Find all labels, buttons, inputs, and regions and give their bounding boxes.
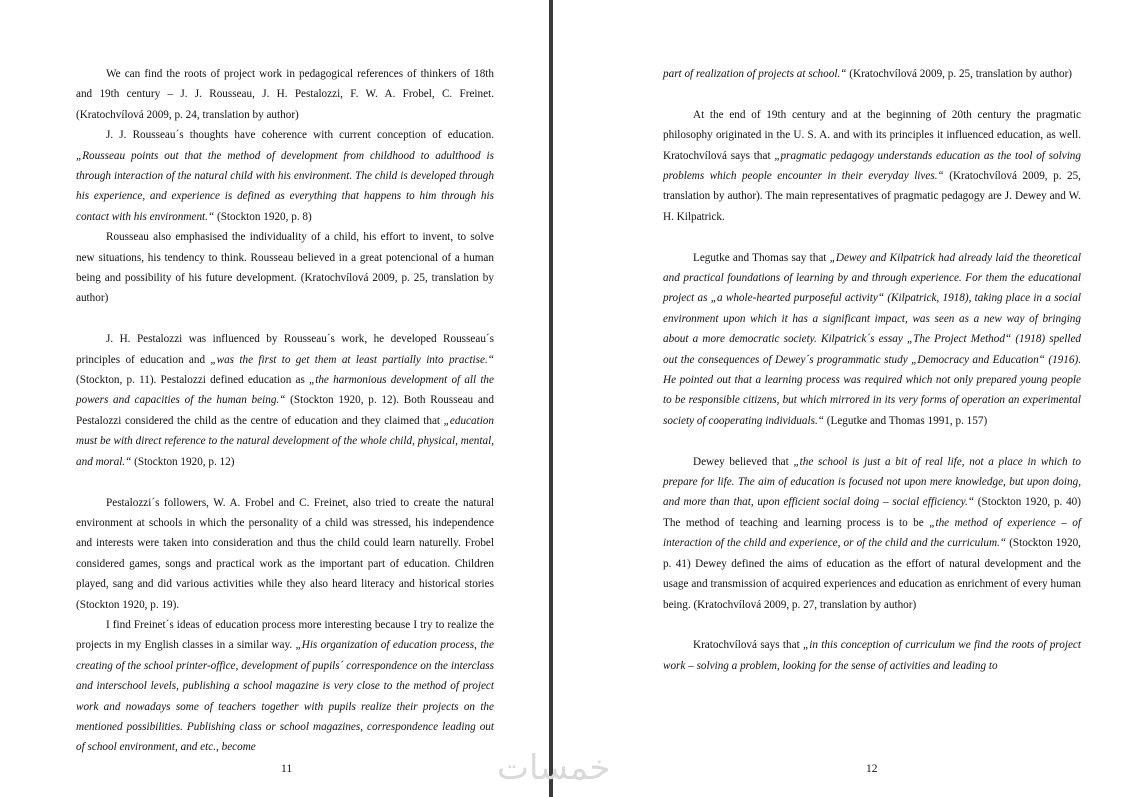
paragraph-text: (Stockton, p. 11). Pestalozzi defined education as bbox=[76, 374, 309, 387]
paragraph-continuation bbox=[663, 64, 1081, 84]
paragraph-text: Dewey believed that bbox=[693, 455, 794, 468]
paragraph-gap bbox=[663, 84, 1081, 104]
quote-text: „in this conception of curriculum we find the roots of project work – solving a problem, looking for the sense of activities and leading to bbox=[663, 639, 1081, 672]
paragraph-pragmatic bbox=[663, 105, 1081, 227]
paragraph-text: At the end of 19th century and at the beginning of 20th century the pragmatic philosophy originated in the U. S. A. and with its principles it influenced education, as well. Kratochvílová says that bbox=[663, 108, 1081, 162]
paragraph-gap bbox=[663, 615, 1081, 635]
left-page-text bbox=[76, 64, 494, 758]
paragraph-roots bbox=[76, 64, 494, 125]
right-page-text bbox=[663, 64, 1081, 676]
page-right bbox=[553, 0, 1132, 797]
page-number: 12 bbox=[866, 763, 878, 775]
paragraph-text: J. J. Rousseau´s thoughts have coherence with current conception of education. bbox=[106, 129, 494, 142]
paragraph-pestalozzi bbox=[76, 329, 494, 472]
paragraph-text: J. H. Pestalozzi was influenced by Rousseau´s work, he developed Rousseau´s principles of education and bbox=[76, 333, 494, 366]
paragraph-text: (Stockton 1920, p. 40) The method of teaching and learning process is to be bbox=[663, 496, 1081, 529]
paragraph-dewey bbox=[663, 452, 1081, 615]
paragraph-text: Rousseau also emphasised the individuality of a child, his effort to invent, to solve new situations, his tendency to think. Rousseau believed in a great potencional of a human being and possibility of his future development. (Kratochvílová 2009, p. 25, translation by author) bbox=[76, 231, 494, 305]
page-left bbox=[0, 0, 549, 797]
paragraph-text: (Kratochvílová 2009, p. 25, translation by author). The main representatives of pragmatic pedagogy are J. Dewey and W. H. Kilpatrick. bbox=[663, 170, 1081, 223]
quote-text: „the school is just a bit of real life, not a place in which to prepare for life. The aim of education is focused not upon mere knowledge, but upon doing, and more than that, upon efficient social doing – social efficiency.“ bbox=[663, 455, 1081, 509]
quote-text: „was the first to get them at least partially into practise.“ bbox=[210, 353, 494, 366]
paragraph-text: (Stockton 1920, p. 12). Both Rousseau and Pestalozzi considered the child as the centre of education and they claimed that bbox=[76, 394, 494, 427]
paragraph-rousseau-individuality bbox=[76, 227, 494, 309]
paragraph-gap bbox=[663, 227, 1081, 247]
quote-text: „His organization of education process, the creating of the school printer-office, development of pupils´ correspondence on the interclass and interschool levels, publishing a school magazine is very close to the method of project work and nowadays some of teachers together with pupils realize their projects on the mentioned possibilities. Publishing class or school magazines, correspondence leading out of school environment, and etc., become bbox=[76, 639, 494, 754]
paragraph-text: (Stockton 1920, p. 41) Dewey defined the aims of education as the effort of natural development and the usage and transmission of acquired experiences and education as enrichment of every human being. (Kratochvílová 2009, p. 27, translation by author) bbox=[663, 537, 1081, 611]
paragraph-text: Pestalozzi´s followers, W. A. Frobel and C. Freinet, also tried to create the natural environment at schools in which the personality of a child was stressed, his independence and interests were taken into consideration and thus the child could learn naturelly. Frobel considered games, songs and practical work as the important part of education. Children played, sang and did various activities while they also heard literacy and historical stories (Stockton 1920, p. 19). bbox=[76, 496, 494, 611]
citation-text: (Stockton 1920, p. 8) bbox=[214, 210, 312, 223]
paragraph-text: Legutke and Thomas say that bbox=[693, 251, 830, 264]
paragraph-text: We can find the roots of project work in pedagogical references of thinkers of 18th and 19th century – J. J. Rousseau, J. H. Pestalozzi, F. W. A. Frobel, C. Freinet. (Kratochvílová 2009, p. 24, translation by author) bbox=[76, 68, 494, 121]
quote-text: „pragmatic pedagogy understands education as the tool of solving problems which people encounter in their everyday lives.“ bbox=[663, 149, 1081, 183]
citation-text: (Legutke and Thomas 1991, p. 157) bbox=[823, 414, 988, 427]
paragraph-kratochvilova bbox=[663, 635, 1081, 676]
paragraph-gap bbox=[76, 309, 494, 329]
paragraph-gap bbox=[76, 472, 494, 492]
paragraph-followers bbox=[76, 493, 494, 615]
quote-text: „Dewey and Kilpatrick had already laid the theoretical and practical foundations of learning by and through experience. For them the educational project as „a whole-hearted purposeful activity“ (Kilpatrick, 1918), taking place in a social environment upon which it has a significant impact, was seen as a new way of bringing about a more democratic society. Kilpatrick´s essay „The Project Method“ (1918) spelled out the consequences of Dewey´s programmatic study „Democracy and Education“ (1916). He pointed out that a learning process was required which not only prepared young people to be responsible citizens, but which mirrored in its very forms of operation an experimental society of cooperating individuals.“ bbox=[663, 251, 1081, 427]
watermark-logo: خمسات bbox=[497, 748, 611, 788]
quote-text: „the harmonious development of all the powers and capacities of the human being.“ bbox=[76, 374, 494, 407]
page-number: 11 bbox=[281, 763, 293, 775]
quote-text: „the method of experience – of interaction of the child and experience, or of the child and the curriculum.“ bbox=[663, 516, 1082, 550]
paragraph-text: I find Freinet´s ideas of education process more interesting because I try to realize the projects in my English classes in a similar way. bbox=[76, 618, 494, 652]
quote-text: part of realization of projects at school.“ bbox=[663, 68, 847, 80]
paragraph-freinet bbox=[76, 615, 494, 758]
paragraph-legutke bbox=[663, 248, 1081, 432]
paragraph-text: Kratochvílová says that bbox=[693, 639, 804, 652]
paragraph-gap bbox=[663, 431, 1081, 451]
quote-text: „education must be with direct reference to the natural development of the whole child, physical, mental, and moral.“ bbox=[76, 414, 494, 468]
paragraph-rousseau bbox=[76, 125, 494, 227]
citation-text: (Stockton 1920, p. 12) bbox=[131, 455, 235, 468]
quote-text: „Rousseau points out that the method of development from childhood to adulthood is through interaction of the natural child with his environment. The child is developed through his experience, and experience is defined as everything that happens to him through his contact with his environment.“ bbox=[76, 149, 494, 223]
citation-text: (Kratochvílová 2009, p. 25, translation by author) bbox=[846, 68, 1073, 80]
